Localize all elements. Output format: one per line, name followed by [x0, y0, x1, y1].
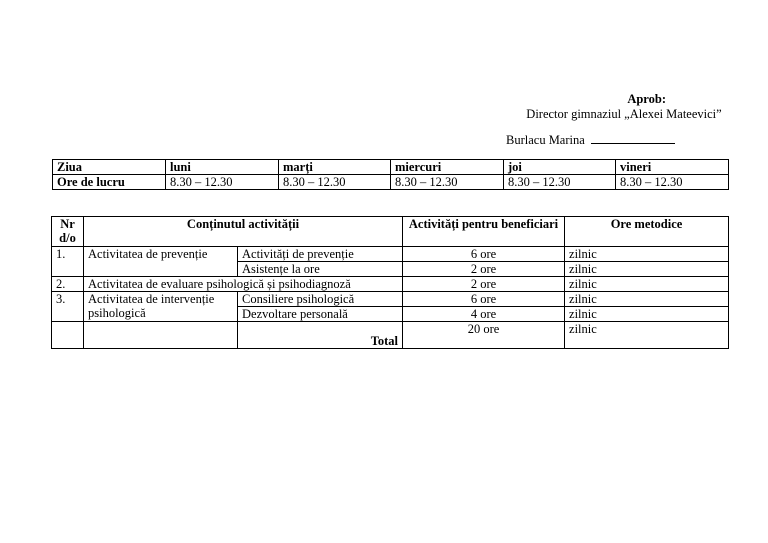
work-schedule-table — [52, 159, 729, 190]
activity-name: Asistențe la ore — [238, 262, 403, 277]
signer-line — [506, 133, 675, 148]
activity-methodical: zilnic — [565, 277, 729, 292]
activity-methodical: zilnic — [565, 262, 729, 277]
activity-name: Activități de prevenție — [238, 247, 403, 262]
signature-line — [591, 133, 675, 144]
schedule-header-row — [53, 160, 729, 175]
approval-heading: Aprob: — [627, 92, 666, 106]
approval-block — [500, 92, 732, 147]
day-tuesday: marți — [279, 160, 391, 175]
hours-friday: 8.30 – 12.30 — [616, 175, 729, 190]
hours-monday: 8.30 – 12.30 — [166, 175, 279, 190]
activity-hours: 2 ore — [403, 277, 565, 292]
row-nr: 1. — [52, 247, 84, 277]
table-row — [52, 292, 729, 307]
header-nr — [52, 217, 84, 247]
group-title — [84, 277, 351, 292]
total-hours: 20 ore — [403, 322, 565, 349]
group-title: Activitatea de prevenție — [84, 247, 238, 277]
hours-tuesday: 8.30 – 12.30 — [279, 175, 391, 190]
row-nr: 2. — [52, 277, 84, 292]
day-friday: vineri — [616, 160, 729, 175]
day-monday: luni — [166, 160, 279, 175]
header-content: Conținutul activității — [84, 217, 403, 247]
activity-hours: 4 ore — [403, 307, 565, 322]
total-methodical: zilnic — [565, 322, 729, 349]
table-row — [52, 247, 729, 262]
activity-hours: 2 ore — [403, 262, 565, 277]
activity-methodical: zilnic — [565, 292, 729, 307]
header-methodical: Ore metodice — [565, 217, 729, 247]
header-beneficiaries: Activități pentru beneficiari — [403, 217, 565, 247]
activity-name: Consiliere psihologică — [238, 292, 403, 307]
director-line: Director gimnaziul „Alexei Mateevici” — [526, 107, 722, 121]
group-title-text: Activitatea de evaluare psihologică și psihodiagnoză — [88, 277, 351, 291]
group-title: Activitatea de intervenție psihologică — [84, 292, 238, 322]
hours-thursday: 8.30 – 12.30 — [504, 175, 616, 190]
activity-methodical: zilnic — [565, 307, 729, 322]
activities-header-row — [52, 217, 729, 247]
activity-hours: 6 ore — [403, 247, 565, 262]
total-label: Total — [238, 322, 403, 349]
empty-cell — [84, 322, 238, 349]
total-row — [52, 322, 729, 349]
schedule-hours-row — [53, 175, 729, 190]
signer-name: Burlacu Marina — [506, 133, 585, 147]
table-row — [52, 277, 729, 292]
empty-cell — [52, 322, 84, 349]
activities-table — [51, 216, 729, 349]
day-wednesday: miercuri — [391, 160, 504, 175]
day-thursday: joi — [504, 160, 616, 175]
header-nr-label: Nr d/o — [59, 217, 76, 245]
hours-wednesday: 8.30 – 12.30 — [391, 175, 504, 190]
schedule-row-label: Ore de lucru — [53, 175, 166, 190]
row-nr: 3. — [52, 292, 84, 322]
activity-name: Dezvoltare personală — [238, 307, 403, 322]
activity-methodical: zilnic — [565, 247, 729, 262]
schedule-header-label: Ziua — [53, 160, 166, 175]
activity-hours: 6 ore — [403, 292, 565, 307]
